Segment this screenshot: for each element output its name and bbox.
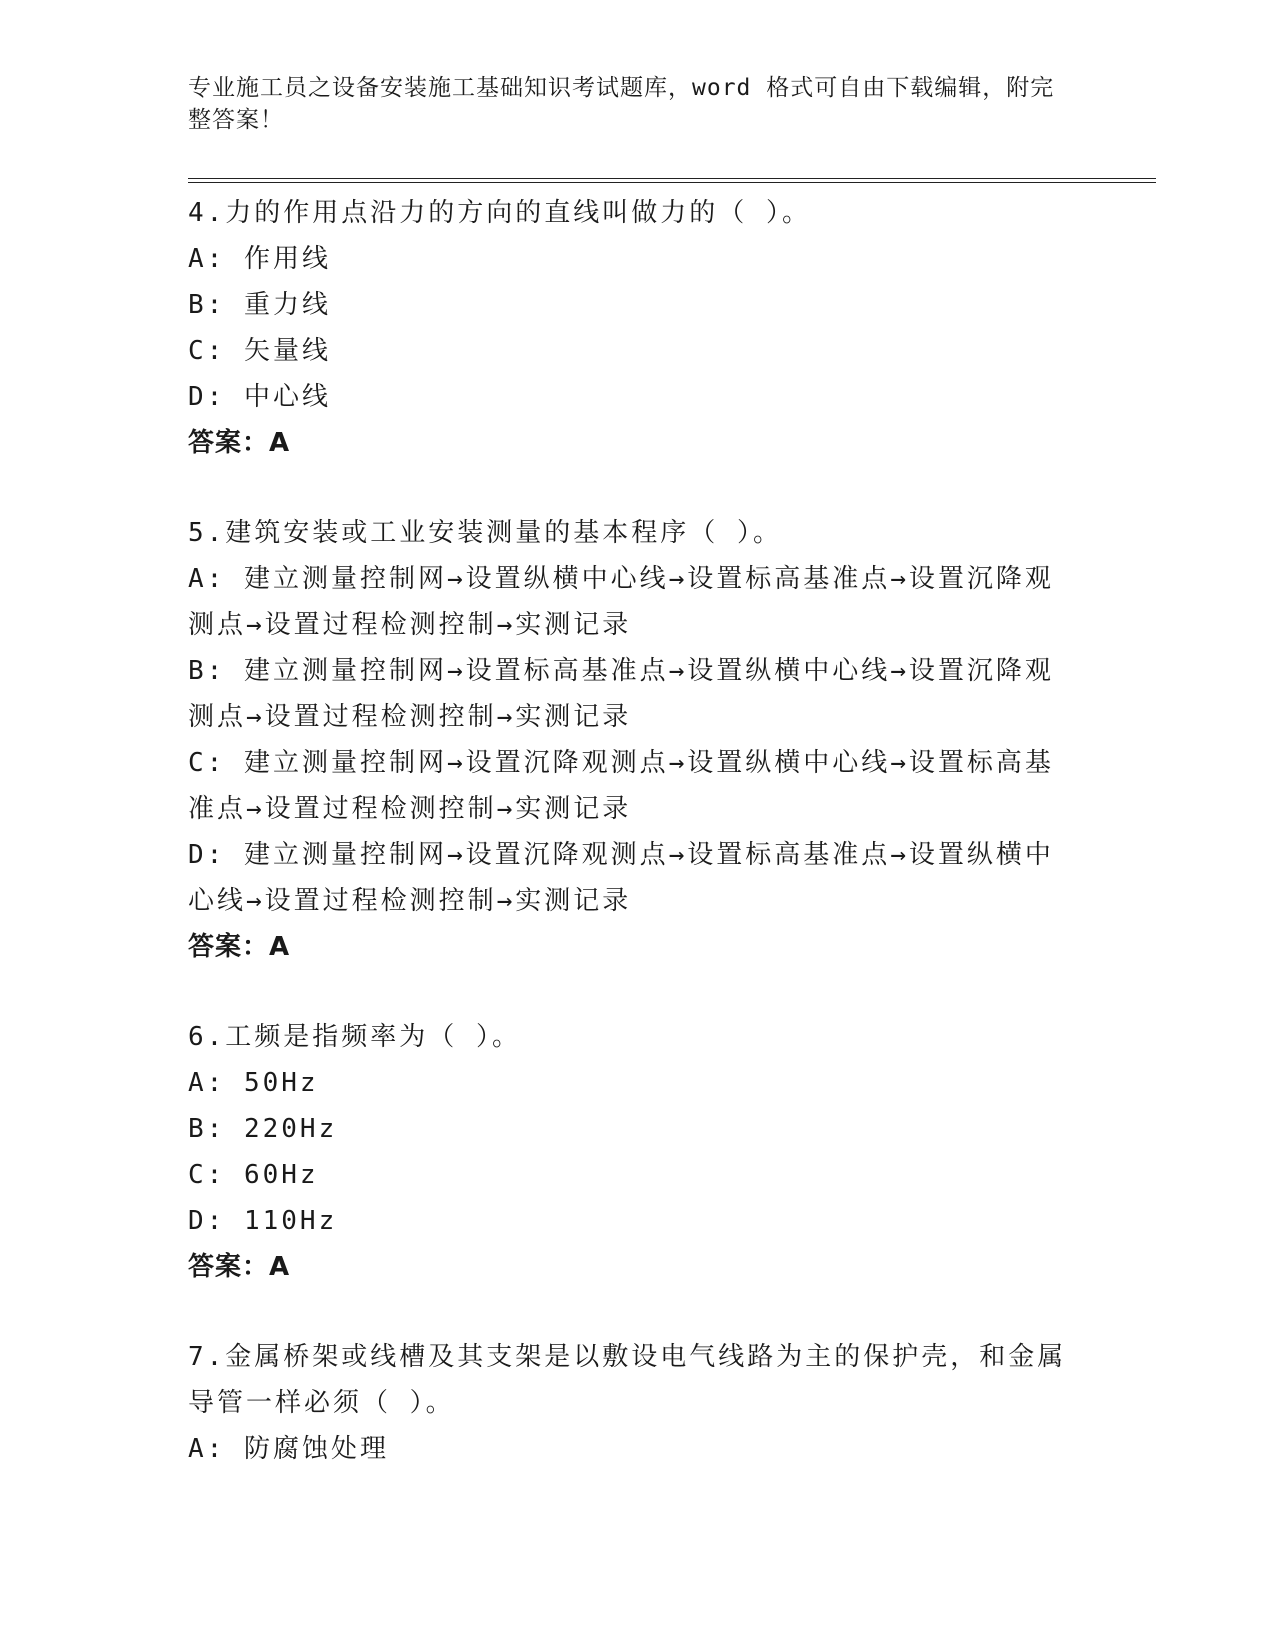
option-b: B: 重力线 xyxy=(188,290,331,320)
header-divider xyxy=(188,178,1156,183)
answer: 答案：A xyxy=(188,1252,291,1282)
option-a: A: 防腐蚀处理 xyxy=(188,1434,389,1464)
option-d: D: 建立测量控制网→设置沉降观测点→设置标高基准点→设置纵横中心线→设置过程检测控制→实测记录 xyxy=(188,840,1054,916)
question-4 xyxy=(188,190,1078,466)
option-b: B: 220Hz xyxy=(188,1114,338,1144)
option-d: D: 110Hz xyxy=(188,1206,338,1236)
option-a: A: 建立测量控制网→设置纵横中心线→设置标高基准点→设置沉降观测点→设置过程检测控制→实测记录 xyxy=(188,564,1054,640)
option-d: D: 中心线 xyxy=(188,382,331,412)
option-c: C: 建立测量控制网→设置沉降观测点→设置纵横中心线→设置标高基准点→设置过程检测控制→实测记录 xyxy=(188,748,1054,824)
question-5 xyxy=(188,510,1078,970)
question-stem: 7.金属桥架或线槽及其支架是以敷设电气线路为主的保护壳，和金属导管一样必须（ ）。 xyxy=(188,1342,1067,1418)
question-list xyxy=(188,190,1078,1516)
question-stem: 4.力的作用点沿力的方向的直线叫做力的（ ）。 xyxy=(188,198,811,228)
document-header: 专业施工员之设备安装施工基础知识考试题库，word 格式可自由下载编辑，附完整答案！ xyxy=(188,75,1055,133)
option-c: C: 矢量线 xyxy=(188,336,331,366)
answer: 答案：A xyxy=(188,932,291,962)
answer: 答案：A xyxy=(188,428,291,458)
option-c: C: 60Hz xyxy=(188,1160,319,1190)
option-a: A: 作用线 xyxy=(188,244,331,274)
question-stem: 6.工频是指频率为（ ）。 xyxy=(188,1022,521,1052)
option-b: B: 建立测量控制网→设置标高基准点→设置纵横中心线→设置沉降观测点→设置过程检测控制→实测记录 xyxy=(188,656,1054,732)
question-stem: 5.建筑安装或工业安装测量的基本程序（ ）。 xyxy=(188,518,782,548)
question-7 xyxy=(188,1334,1078,1472)
question-6 xyxy=(188,1014,1078,1290)
option-a: A: 50Hz xyxy=(188,1068,319,1098)
